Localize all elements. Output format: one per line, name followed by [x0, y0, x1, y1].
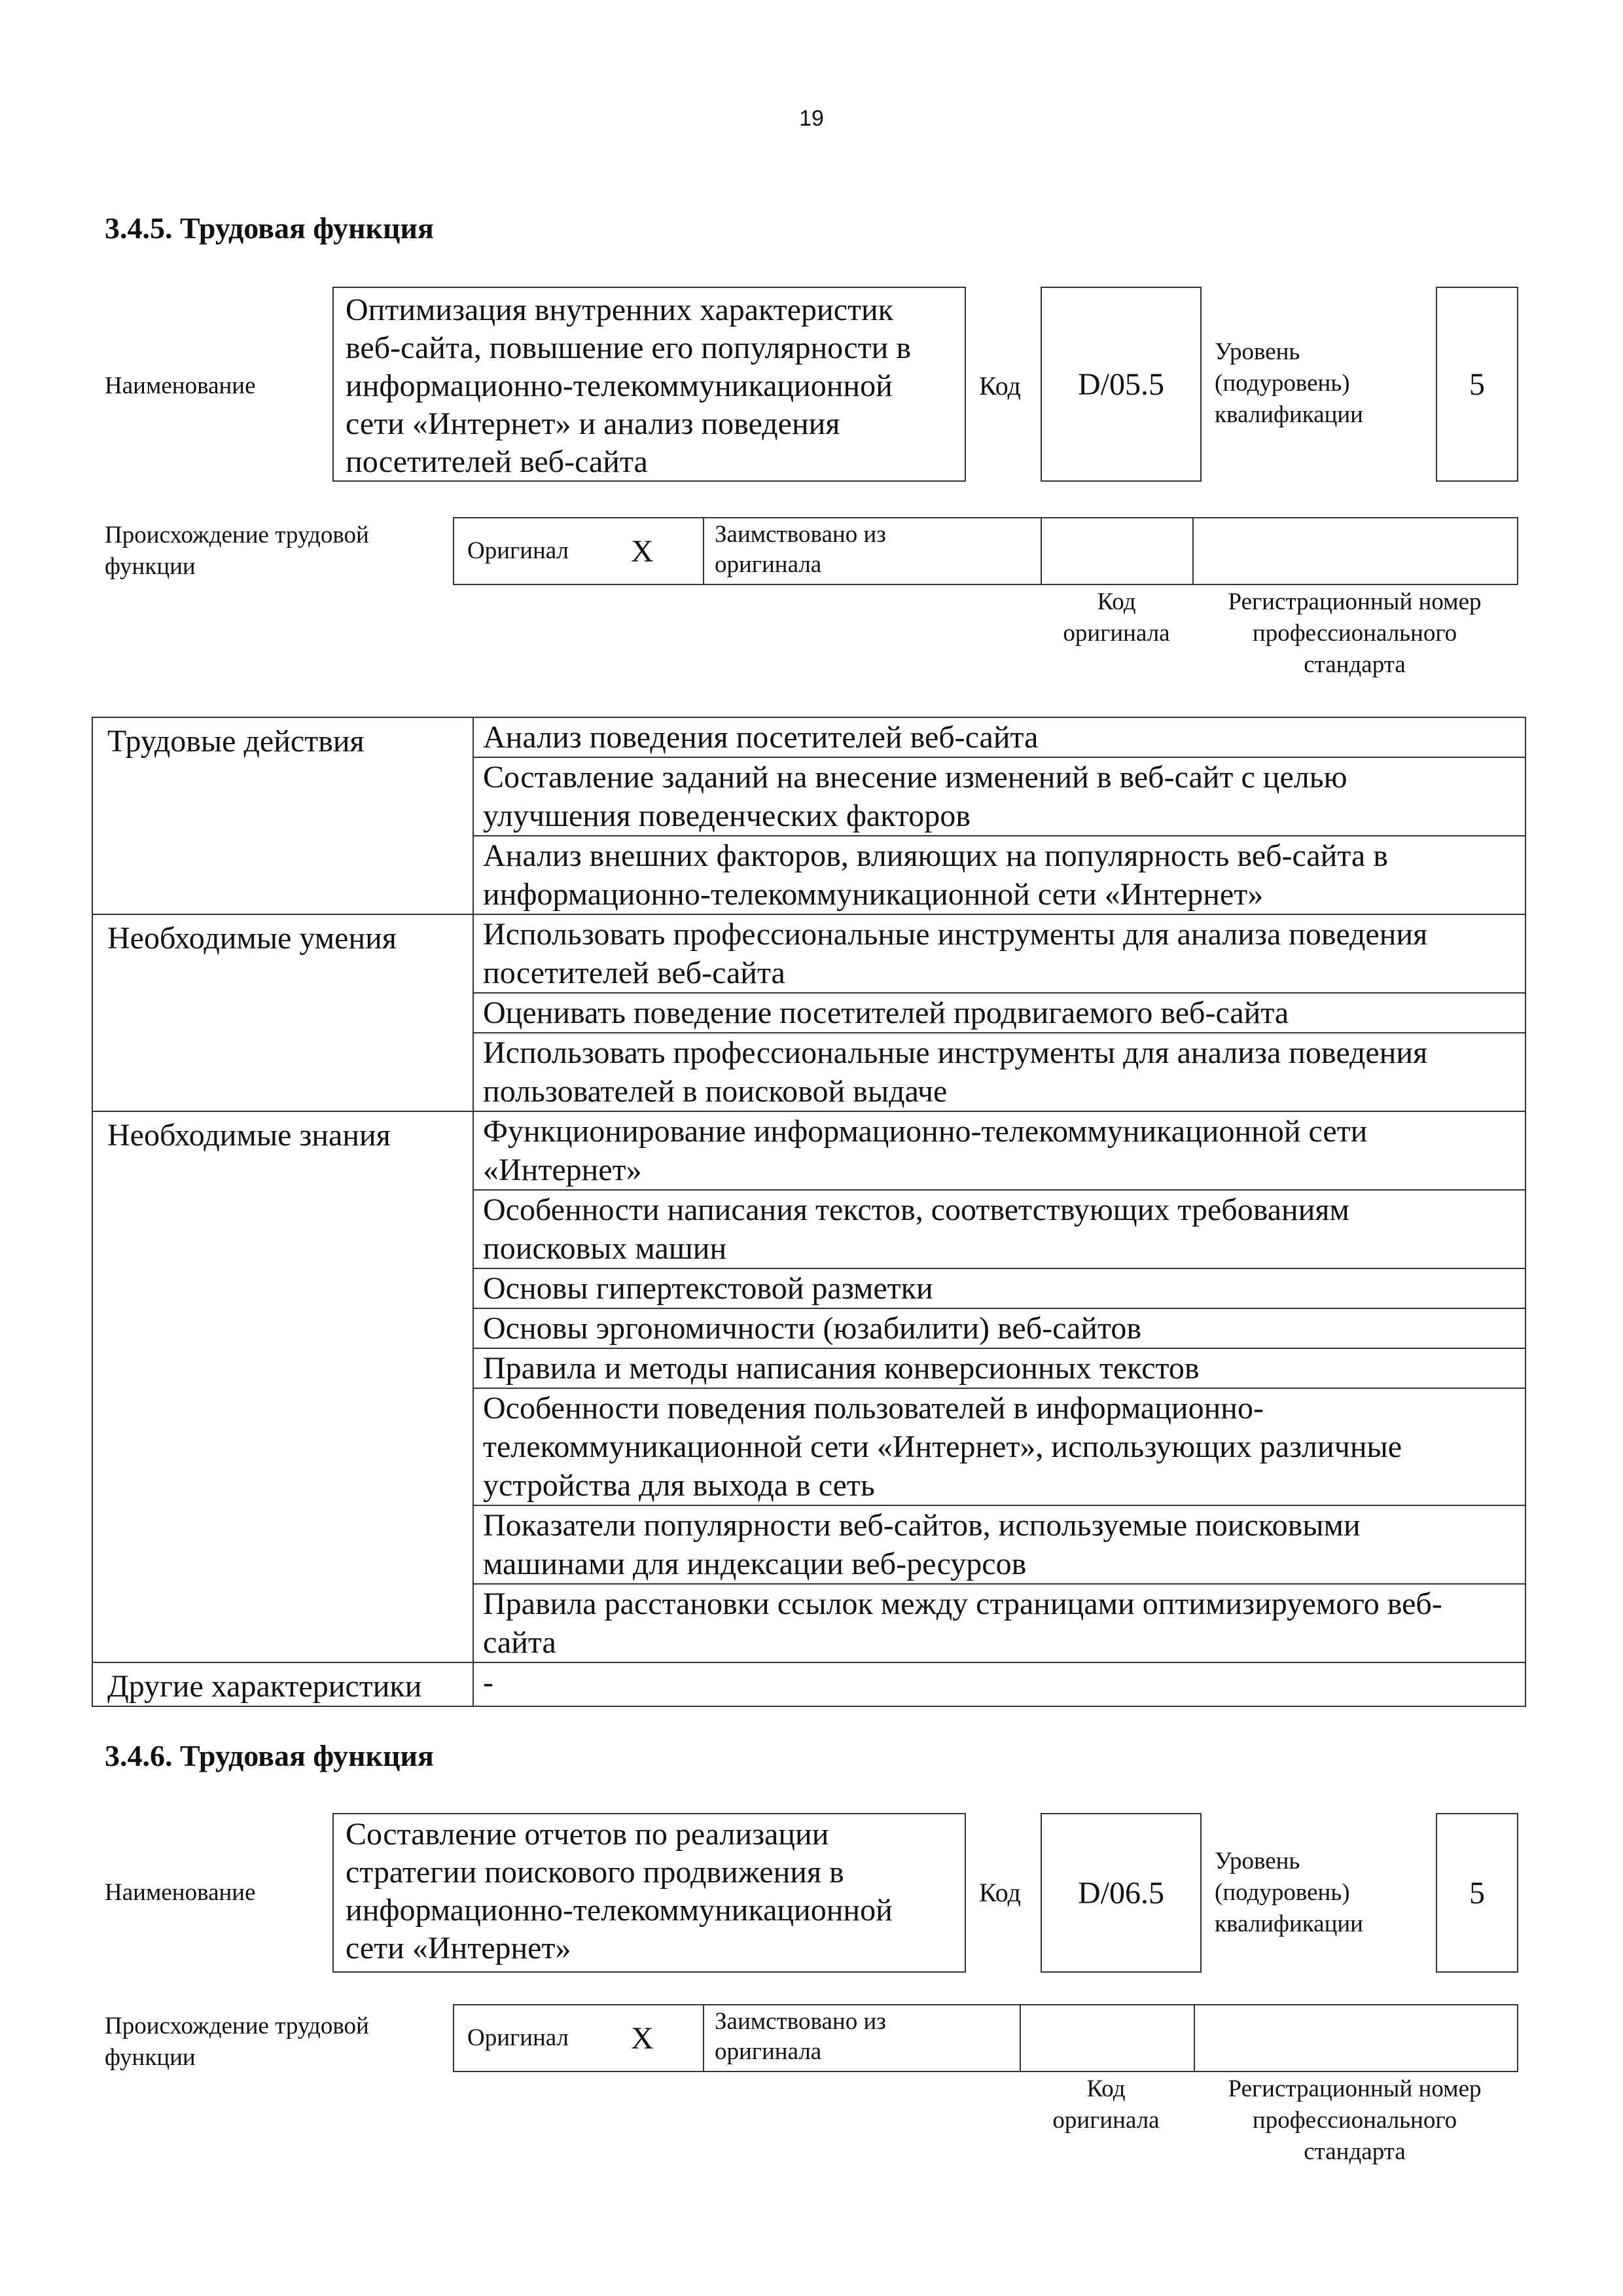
cell-line: телекоммуникационной сети «Интернет», использующих различные	[483, 1429, 1402, 1464]
function-name-line: посетителей веб-сайта	[346, 444, 648, 479]
page-number: 19	[799, 106, 824, 131]
divider	[1192, 518, 1194, 584]
table-row	[92, 1662, 1525, 1706]
cell-line: Правила расстановки ссылок между страницами оптимизируемого веб-	[483, 1587, 1442, 1621]
origin-table-1	[453, 517, 1518, 585]
cell-line: Показатели популярности веб-сайтов, используемые поисковыми	[483, 1508, 1361, 1543]
table-cell	[473, 1033, 1525, 1111]
code-value: D/05.5	[1078, 367, 1164, 402]
level-value: 5	[1469, 1875, 1485, 1910]
section-title-2: 3.4.6. Трудовая функция	[105, 1739, 434, 1772]
level-label-line: квалификации	[1215, 1910, 1363, 1937]
function-name-box-1	[332, 287, 966, 482]
table-cell	[473, 1190, 1525, 1268]
function-name-line: сети «Интернет» и анализ поведения	[346, 406, 840, 441]
origin-label-line: функции	[105, 553, 196, 580]
cell-line: Анализ поведения посетителей веб-сайта	[483, 720, 1039, 755]
caption-line: профессионального	[1252, 2107, 1457, 2134]
original-mark: X	[631, 2020, 654, 2056]
divider	[703, 2005, 704, 2071]
table-cell	[473, 1308, 1525, 1348]
caption-line: Код	[1086, 2075, 1126, 2102]
function-details-table	[92, 717, 1526, 1707]
table-cell	[473, 1388, 1525, 1505]
cell-line: устройства для выхода в сеть	[483, 1468, 875, 1503]
code-value-box-1	[1041, 287, 1202, 482]
divider	[1194, 2005, 1195, 2071]
reg-number-caption-2	[1198, 2073, 1512, 2168]
level-label-1	[1215, 336, 1363, 431]
table-cell	[473, 914, 1525, 993]
origin-table-2	[453, 2004, 1518, 2072]
original-label: Оригинал	[467, 537, 569, 564]
origin-label-2	[105, 2011, 369, 2073]
origin-label-line: Происхождение трудовой	[105, 522, 369, 548]
table-cell	[473, 1111, 1525, 1190]
table-cell	[473, 1505, 1525, 1584]
cell-line: Особенности поведения пользователей в информационно-	[483, 1391, 1264, 1426]
caption-line: стандарта	[1304, 2138, 1406, 2165]
cell-line: Анализ внешних факторов, влияющих на популярность веб-сайта в	[483, 838, 1388, 873]
level-value: 5	[1469, 367, 1485, 402]
level-label-line: Уровень	[1215, 338, 1300, 365]
code-original-caption-2	[1027, 2073, 1185, 2136]
divider	[703, 518, 704, 584]
function-name-line: сети «Интернет»	[346, 1931, 571, 1965]
cell-line: поисковых машин	[483, 1231, 727, 1266]
original-label: Оригинал	[467, 2024, 569, 2051]
row-label: Другие характеристики	[92, 1662, 473, 1706]
caption-line: оригинала	[1052, 2107, 1160, 2134]
caption-line: Регистрационный номер	[1228, 588, 1482, 615]
level-value-box-2	[1436, 1813, 1518, 1973]
origin-label-1	[105, 520, 369, 583]
code-label-2: Код	[979, 1878, 1021, 1907]
cell-line: улучшения поведенческих факторов	[483, 798, 971, 833]
function-name-line: информационно-телекоммуникационной	[346, 1893, 893, 1928]
table-row	[92, 717, 1525, 757]
function-name-box-2	[332, 1813, 966, 1973]
caption-line: Код	[1097, 588, 1136, 615]
origin-label-line: Происхождение трудовой	[105, 2013, 369, 2039]
cell-line: Функционирование информационно-телекоммуникационной сети	[483, 1114, 1368, 1149]
cell-line: Особенности написания текстов, соответствующих требованиям	[483, 1193, 1349, 1227]
cell-line: посетителей веб-сайта	[483, 956, 785, 990]
cell-line: Основы эргономичности (юзабилити) веб-сайтов	[483, 1311, 1141, 1346]
level-label-line: Уровень	[1215, 1848, 1300, 1874]
caption-line: Регистрационный номер	[1228, 2075, 1482, 2102]
function-name-line: стратегии поискового продвижения в	[346, 1855, 844, 1890]
table-cell	[473, 1584, 1525, 1662]
table-cell	[473, 717, 1525, 757]
cell-line: «Интернет»	[483, 1153, 642, 1187]
level-label-line: квалификации	[1215, 401, 1363, 428]
table-row	[92, 914, 1525, 993]
divider	[1020, 2005, 1021, 2071]
row-label: Необходимые знания	[92, 1111, 473, 1662]
borrowed-label-line: оригинала	[715, 551, 822, 578]
table-row	[92, 1111, 1525, 1190]
row-label: Трудовые действия	[92, 717, 473, 914]
borrowed-label-line: оригинала	[715, 2038, 822, 2065]
cell-line: Правила и методы написания конверсионных текстов	[483, 1351, 1200, 1386]
table-cell	[473, 993, 1525, 1033]
function-name-line: веб-сайта, повышение его популярности в	[346, 331, 911, 365]
cell-line: Оценивать поведение посетителей продвигаемого веб-сайта	[483, 996, 1289, 1030]
section-title-1: 3.4.5. Трудовая функция	[105, 211, 434, 245]
table-cell	[473, 836, 1525, 914]
level-label-2	[1215, 1846, 1363, 1940]
borrowed-label	[715, 2007, 886, 2067]
borrowed-label-line: Заимствовано из	[715, 521, 886, 548]
function-name-line: Оптимизация внутренних характеристик	[346, 293, 893, 327]
name-label-2: Наименование	[105, 1879, 256, 1906]
cell-line: Использовать профессиональные инструменты для анализа поведения	[483, 1035, 1428, 1070]
caption-line: профессионального	[1252, 620, 1457, 647]
level-label-line: (подуровень)	[1215, 370, 1350, 397]
level-label-line: (подуровень)	[1215, 1879, 1350, 1906]
name-label-1: Наименование	[105, 372, 256, 399]
cell-line: Использовать профессиональные инструменты для анализа поведения	[483, 917, 1428, 952]
row-label: Необходимые умения	[92, 914, 473, 1111]
cell-line: пользователей в поисковой выдаче	[483, 1074, 948, 1109]
reg-number-caption-1	[1198, 586, 1512, 681]
cell-line: информационно-телекоммуникационной сети «Интернет»	[483, 877, 1264, 912]
cell-line: машинами для индексации веб-ресурсов	[483, 1547, 1027, 1581]
cell-line: -	[483, 1665, 493, 1700]
original-mark: X	[631, 533, 654, 569]
function-name-line: Составление отчетов по реализации	[346, 1817, 829, 1852]
table-cell	[473, 1662, 1525, 1706]
borrowed-label	[715, 520, 886, 580]
origin-label-line: функции	[105, 2044, 196, 2071]
function-name-line: информационно-телекоммуникационной	[346, 368, 893, 403]
borrowed-label-line: Заимствовано из	[715, 2008, 886, 2035]
cell-line: Основы гипертекстовой разметки	[483, 1271, 933, 1306]
table-cell	[473, 1348, 1525, 1388]
cell-line: сайта	[483, 1625, 556, 1660]
table-cell	[473, 1268, 1525, 1308]
code-original-caption-1	[1041, 586, 1192, 649]
code-value: D/06.5	[1078, 1875, 1164, 1910]
code-value-box-2	[1041, 1813, 1202, 1973]
cell-line: Составление заданий на внесение изменений в веб-сайт с целью	[483, 760, 1347, 795]
divider	[1041, 518, 1042, 584]
code-label-1: Код	[979, 371, 1021, 401]
table-cell	[473, 757, 1525, 836]
caption-line: оригинала	[1063, 620, 1170, 647]
level-value-box-1	[1436, 287, 1518, 482]
caption-line: стандарта	[1304, 651, 1406, 678]
